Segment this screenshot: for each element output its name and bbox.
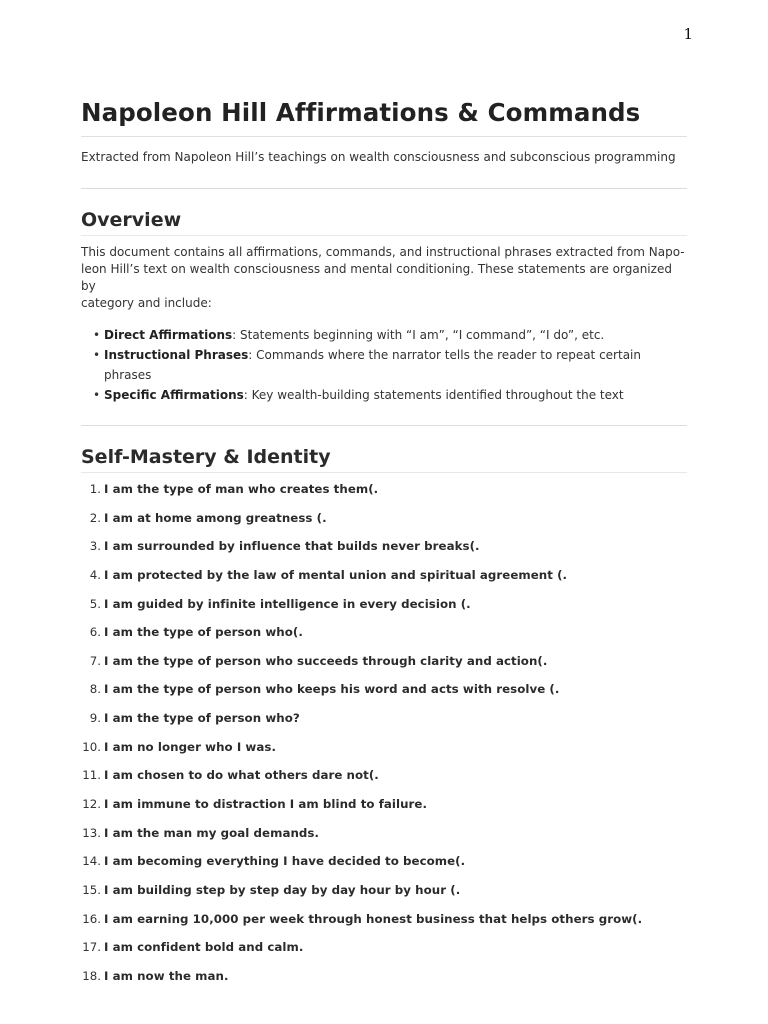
bullet-term: Direct Affirmations (104, 328, 233, 342)
list-item (81, 796, 687, 812)
list-item (81, 481, 687, 497)
bullet-item (81, 325, 687, 345)
item-number: 9. (89, 711, 101, 726)
bullet-item (81, 345, 687, 385)
bullet-term: Specific Affirmations (104, 388, 244, 402)
item-number: 8. (89, 682, 101, 697)
bullet-icon: • (93, 348, 101, 362)
affirmation-text: I am building step by step day by day hour by hour (. (104, 882, 461, 897)
item-number: 5. (89, 596, 101, 611)
document-title: Napoleon Hill Affirmations & Commands (81, 98, 687, 137)
document-body (81, 98, 687, 997)
bullet-icon: • (93, 328, 101, 342)
overview-heading: Overview (81, 209, 687, 236)
affirmation-text: I am the type of person who keeps his word and acts with resolve (. (104, 682, 560, 697)
list-item (81, 825, 687, 841)
bullet-description: : Statements beginning with “I am”, “I command”, “I do”, etc. (232, 328, 605, 342)
section-divider (81, 188, 687, 189)
list-item (81, 739, 687, 755)
list-item (81, 939, 687, 955)
item-number: 1. (89, 482, 101, 496)
item-number: 3. (89, 539, 101, 554)
affirmation-list (81, 481, 687, 984)
affirmation-text: I am immune to distraction I am blind to failure. (104, 797, 427, 812)
affirmation-text: I am now the man. (104, 968, 229, 983)
bullet-description: : Key wealth-building statements identified throughout the text (243, 388, 624, 402)
bullet-description: : Commands where the narrator tells the reader to repeat certain phrases (104, 348, 641, 382)
item-number: 14. (82, 854, 101, 869)
affirmation-text: I am guided by infinite intelligence in every decision (. (104, 596, 471, 611)
item-number: 13. (82, 825, 101, 840)
item-number: 4. (89, 567, 101, 582)
affirmation-text: I am earning 10,000 per week through honest business that helps others grow(. (104, 911, 643, 926)
self-mastery-heading: Self-Mastery & Identity (81, 446, 687, 473)
affirmation-text: I am no longer who I was. (104, 739, 276, 754)
affirmation-text: I am the type of person who? (104, 711, 300, 726)
list-item (81, 596, 687, 612)
section-divider (81, 425, 687, 426)
item-number: 11. (82, 768, 101, 783)
item-number: 7. (89, 653, 101, 668)
list-item (81, 968, 687, 984)
item-number: 15. (82, 882, 101, 897)
item-number: 12. (82, 797, 101, 812)
bullet-item (81, 385, 687, 405)
list-item (81, 653, 687, 669)
list-item (81, 624, 687, 640)
bullet-icon: • (93, 388, 101, 402)
affirmation-text: I am the type of person who(. (104, 625, 303, 640)
list-item (81, 567, 687, 583)
item-number: 6. (89, 625, 101, 640)
item-number: 17. (82, 940, 101, 955)
overview-paragraph-line: category and include: (81, 296, 212, 310)
list-item (81, 853, 687, 869)
affirmation-text: I am chosen to do what others dare not(. (104, 768, 379, 783)
overview-paragraph-line: This document contains all affirmations, commands, and instructional phrases extracted from Napo- (81, 245, 685, 259)
overview-paragraph (81, 244, 687, 312)
item-number: 10. (82, 739, 101, 754)
list-item (81, 681, 687, 697)
list-item (81, 710, 687, 726)
bullet-term: Instructional Phrases (104, 348, 249, 362)
list-item (81, 538, 687, 554)
document-subtitle: Extracted from Napoleon Hill’s teachings on wealth consciousness and subconscious programming (81, 150, 676, 164)
overview-paragraph-line: leon Hill’s text on wealth consciousness and mental conditioning. These statements are organized by (81, 262, 672, 293)
affirmation-text: I am the man my goal demands. (104, 825, 320, 840)
item-number: 18. (82, 968, 101, 983)
item-number: 16. (82, 911, 101, 926)
page-number: 1 (683, 25, 693, 43)
affirmation-text: I am the type of person who succeeds through clarity and action(. (104, 653, 548, 668)
affirmation-text: I am the type of man who creates them(. (104, 482, 379, 496)
list-item (81, 510, 687, 526)
affirmation-text: I am confident bold and calm. (104, 940, 304, 955)
list-item (81, 767, 687, 783)
overview-bullet-list (81, 325, 687, 405)
affirmation-text: I am surrounded by influence that builds never breaks(. (104, 539, 480, 554)
item-number: 2. (89, 510, 101, 525)
list-item (81, 882, 687, 898)
list-item (81, 911, 687, 927)
affirmation-text: I am becoming everything I have decided to become(. (104, 854, 466, 869)
affirmation-text: I am protected by the law of mental union and spiritual agreement (. (104, 567, 568, 582)
affirmation-text: I am at home among greatness (. (104, 510, 327, 525)
